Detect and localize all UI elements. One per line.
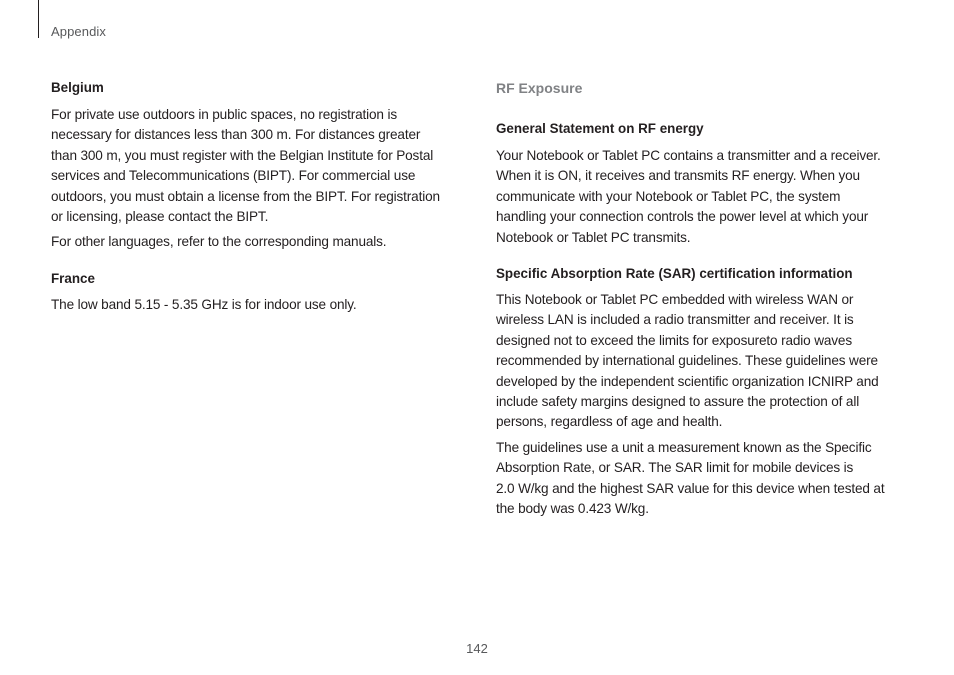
belgium-note: For other languages, refer to the corresponding manuals. <box>51 234 387 249</box>
sar-line: include safety margins designed to assure the protection of all <box>496 394 860 410</box>
sar-line: 2.0 W/kg and the highest SAR value for this device when tested at <box>496 480 885 496</box>
belgium-line: services and Telecommunications (BIPT). For commercial use <box>51 168 416 184</box>
sar-line: recommended by international guidelines. These guidelines were <box>496 353 878 369</box>
france-heading: France <box>51 271 95 286</box>
sar-line: the body was 0.423 W/kg. <box>496 501 649 517</box>
belgium-line: or licensing, please contact the BIPT. <box>51 209 269 225</box>
belgium-heading: Belgium <box>51 80 104 95</box>
general-line: Your Notebook or Tablet PC contains a transmitter and a receiver. <box>496 148 881 163</box>
sar-line: Absorption Rate, or SAR. The SAR limit for mobile devices is <box>496 460 854 476</box>
general-line: When it is ON, it receives and transmits RF energy. When you <box>496 168 860 184</box>
belgium-line: necessary for distances less than 300 m. For distances greater <box>51 127 421 143</box>
rf-exposure-title: RF Exposure <box>496 80 583 96</box>
belgium-line: For private use outdoors in public spaces, no registration is <box>51 107 397 122</box>
general-line: handling your connection controls the power level at which your <box>496 209 869 225</box>
margin-rule <box>38 0 39 38</box>
sar-line: wireless LAN is included a radio transmitter and receiver. It is <box>496 312 854 328</box>
sar-line: developed by the independent scientific organization ICNIRP and <box>496 373 879 389</box>
belgium-paragraph <box>51 105 461 227</box>
sar-heading: Specific Absorption Rate (SAR) certification information <box>496 266 853 281</box>
sar-paragraph-1 <box>496 290 906 433</box>
sar-line: This Notebook or Tablet PC embedded with wireless WAN or <box>496 292 854 307</box>
france-paragraph: The low band 5.15 - 5.35 GHz is for indoor use only. <box>51 297 357 312</box>
sar-line: persons, regardless of age and health. <box>496 414 723 430</box>
belgium-line: than 300 m, you must register with the Belgian Institute for Postal <box>51 147 434 163</box>
running-head: Appendix <box>51 24 107 39</box>
general-line: Notebook or Tablet PC transmits. <box>496 229 691 245</box>
general-statement-paragraph <box>496 146 906 248</box>
page-number: 142 <box>466 641 488 656</box>
sar-paragraph-2 <box>496 438 906 520</box>
general-line: communicate with your Notebook or Tablet PC, the system <box>496 188 841 204</box>
sar-line: designed not to exceed the limits for exposureto radio waves <box>496 332 852 348</box>
general-statement-heading: General Statement on RF energy <box>496 121 704 136</box>
sar-line: The guidelines use a unit a measurement known as the Specific <box>496 440 872 455</box>
belgium-line: outdoors, you must obtain a license from the BIPT. For registration <box>51 188 440 204</box>
